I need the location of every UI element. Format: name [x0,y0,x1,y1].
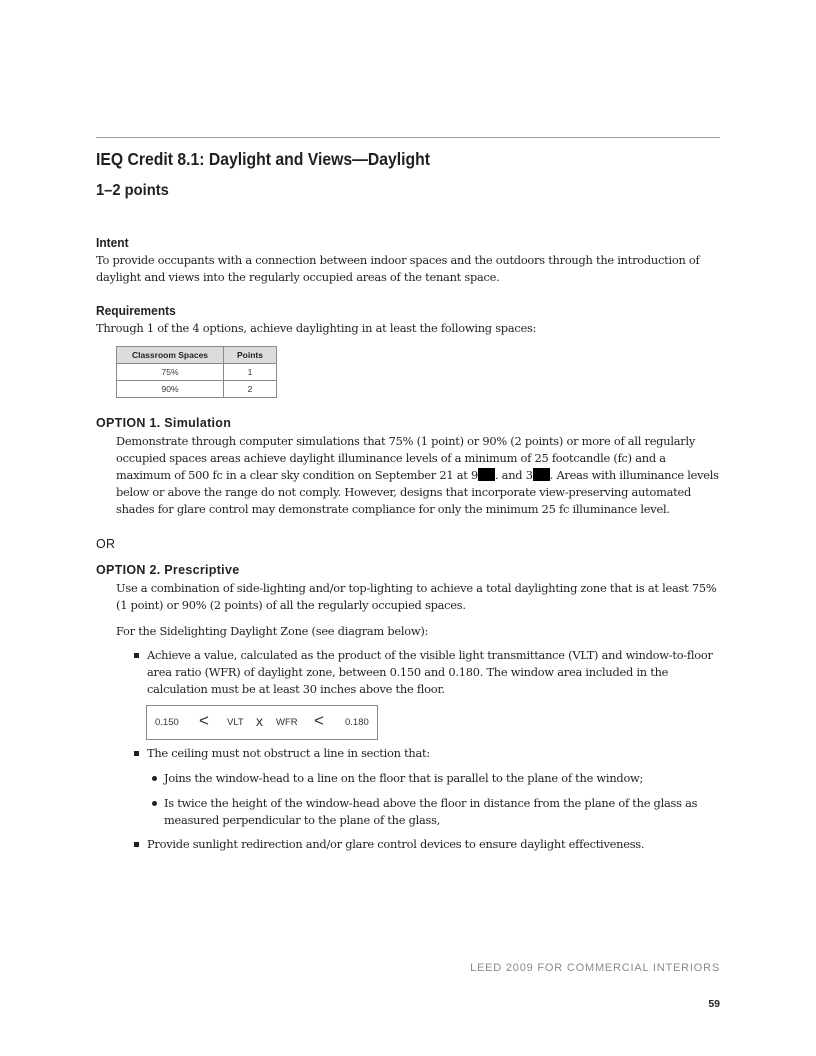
times-icon: x [256,713,263,729]
list-item-text: Joins the window-head to a line on the floor that is parallel to the plane of the window; [164,771,644,785]
vlt-wfr-formula [146,705,378,740]
option1-text-b: . and 3 [494,468,533,482]
option1-text-c: . Areas with illuminance levels below or above the range do not comply. However, designs that incorporate view-preserving automated shades for glare control may demonstrate compliance for only the minimum 25 fc illuminance level. [116,468,719,516]
formula-wfr: WFR [276,717,298,728]
sidelighting-intro: For the Sidelighting Daylight Zone (see diagram below): [116,624,429,638]
table-row [117,364,277,381]
redaction-box [533,468,550,481]
round-bullet-icon [152,801,157,806]
table-cell: 90% [117,381,224,398]
header-rule [96,137,720,138]
list-item-text: The ceiling must not obstruct a line in section that: [147,746,430,760]
list-item-text: Is twice the height of the window-head above the floor in distance from the plane of the glass as measured perpendicular to the plane of the glass, [164,796,698,827]
sub-bullet-list [150,795,720,829]
square-bullet-icon [134,842,139,847]
list-item-text: Provide sunlight redirection and/or glare control devices to ensure daylight effectiveness. [147,837,645,851]
list-item [132,836,722,853]
table-header: Classroom Spaces [117,347,224,364]
bullet-list [132,647,722,698]
square-bullet-icon [134,751,139,756]
intent-text: To provide occupants with a connection between indoor spaces and the outdoors through the introduction of daylight and views into the regularly occupied areas of the tenant space. [96,253,700,284]
points-table [116,346,277,398]
table-row [117,381,277,398]
sub-bullet-list [150,770,720,787]
option2-text: Use a combination of side-lighting and/or top-lighting to achieve a total daylighting zone that is at least 75% (1 point) or 90% (2 points) of all the regularly occupied spaces. [116,581,717,612]
list-item-text: Achieve a value, calculated as the product of the visible light transmittance (VLT) and window-to-floor area ratio (WFR) of daylight zone, between 0.150 and 0.180. The window area included in the calculation must be at least 30 inches above the floor. [147,648,713,696]
page-number: 59 [708,998,720,1010]
table-cell: 2 [224,381,277,398]
option1-text-a: Demonstrate through computer simulations that 75% (1 point) or 90% (2 points) or more of all regularly occupied spaces areas achieve daylight illuminance levels of a minimum of 25 footcandle (fc) and a maximum of 500 fc in a clear sky condition on September 21 at 9 [116,434,696,482]
or-separator: OR [96,537,116,551]
credit-points: 1–2 points [96,182,169,199]
redaction-box [478,468,495,481]
table-cell: 1 [224,364,277,381]
formula-vlt: VLT [227,717,244,728]
intent-heading: Intent [96,235,129,250]
less-than-icon: < [314,711,324,730]
bullet-list [132,836,722,853]
square-bullet-icon [134,653,139,658]
table-cell: 75% [117,364,224,381]
requirements-heading: Requirements [96,303,176,318]
requirements-text: Through 1 of the 4 options, achieve daylighting in at least the following spaces: [96,321,537,335]
list-item [150,770,720,787]
list-item [150,795,720,829]
table-header: Points [224,347,277,364]
table-header-row [117,347,277,364]
formula-max: 0.180 [345,717,369,728]
list-item [132,647,722,698]
option2-heading: OPTION 2. Prescriptive [96,563,240,577]
list-item [132,745,722,762]
option1-heading: OPTION 1. Simulation [96,416,232,430]
bullet-list [132,745,722,762]
option1-text [116,433,720,518]
less-than-icon: < [199,711,209,730]
round-bullet-icon [152,776,157,781]
credit-title: IEQ Credit 8.1: Daylight and Views—Daylight [96,149,431,169]
formula-min: 0.150 [155,717,179,728]
book-title-footer: LEED 2009 FOR COMMERCIAL INTERIORS [470,962,720,974]
